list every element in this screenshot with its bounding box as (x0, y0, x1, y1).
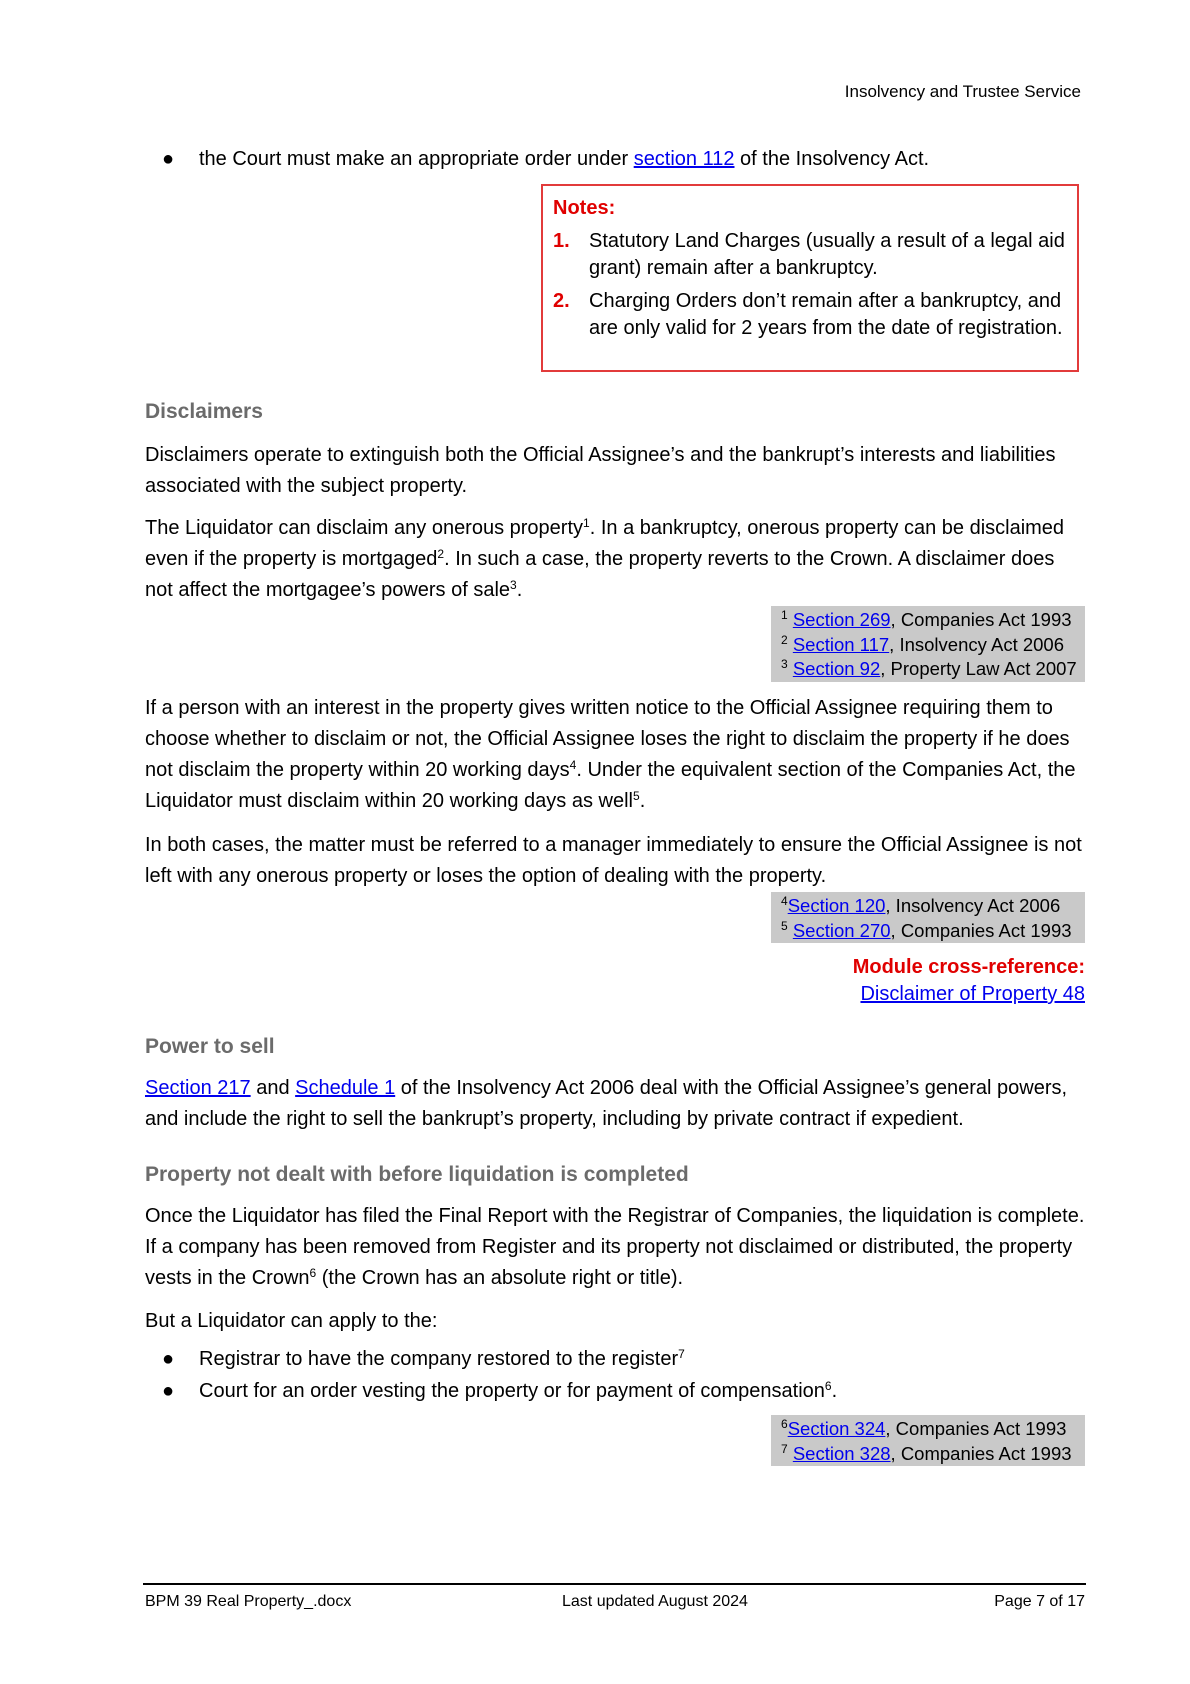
module-cross-reference (853, 954, 1085, 1008)
footnote-link[interactable]: Section 270 (792, 919, 891, 941)
footnote: $^3$ Section 92, Property Law Act 2007 (781, 657, 1077, 679)
footnote: $^7$ Section 328, Companies Act 1993 (781, 1441, 1072, 1464)
note-text: Statutory Land Charges (usually a result of a legal aid grant) remain after a bankruptcy. (589, 230, 1065, 279)
cross-reference-title: Module cross-reference: (852, 956, 1085, 978)
footnote-link[interactable]: Section 120 (787, 895, 886, 916)
note-item (553, 228, 1067, 282)
footnote-link[interactable]: Section 92 (792, 658, 881, 679)
document-page: Insolvency and Trustee Service ● the Court must make an appropriate order under section 112 of the Insolvency Act. Notes: 1. Statutory Land Charges (usually a result of a legal aid grant) remain after a bankruptcy. 2. Charging Orders don’t remain after a bankruptcy, and are only valid for 2 years from the date of registration. Disclaimers Disclaimers operate to extinguish both the Official Assignee’s and the bankrupt’s interests and liabilities associated with the subject property. The Liquidator can disclaim any onerous property$^1$. In a bankruptcy, onerous property can be disclaimed even if the property is mortgaged$^2$. In such a case, the property reverts to the Crown. A disclaimer does not affect the mortgagee’s powers of sale$^3$. $^1$ Section 269, Companies Act 1993 $^2$ Section 117, Insolvency Act 2006 $^3$ Section 92, Property Law Act 2007 If a person with an interest in the property gives written notice to the Official Assignee requiring them to choose whether to disclaim or not, the Official Assignee loses the right to disclaim the property if he does not disclaim the property within 20 working days$^4$. Under the equivalent section of the Companies Act, the Liquidator must disclaim within 20 working days as well$^5$. In both cases, the matter must be referred to a manager immediately to ensure the Official Assignee is not left with any onerous property or loses the option of dealing with the property. $^4$Section 120, Insolvency Act 2006 $^5$ Section 270, Companies Act 1993 Module cross-reference: Disclaimer of Property 48 Power to sell Section 217 and Schedule 1 of the Insolvency Act 2006 deal with the Official Assignee’s general powers, and include the right to sell the bankrupt’s property, including by private contract if expedient. Property not dealt with before liquidation is completed Once the Liquidator has filed the Final Report with the Registrar of Companies, the liquidation is complete. If a company has been removed from Register and its property not disclaimed or distributed, the property vests in the Crown$^6$ (the Crown has an absolute right or title). But a Liquidator can apply to the: ● Registrar to have the company restored to the register$^7$ ● Court for an order vesting the property or for payment of compensation$^6$. $^6$Section 324, Companies Act 1993 $^7$ Section 328, Companies Act 1993 BPM 39 Real Property_.docx Last updated August 2024 Page 7 of 17 (145, 82, 1085, 1610)
footnote-ref: 3 (510, 578, 517, 592)
footnote: $^2$ Section 117, Insolvency Act 2006 (781, 632, 1065, 655)
section-112-link[interactable]: section 112 (633, 148, 735, 170)
note-number: 2. (553, 290, 570, 312)
section-heading-disclaimers: Disclaimers (145, 400, 263, 423)
footnote-box (771, 892, 1085, 943)
paragraph: If a person with an interest in the property gives written notice to the Official Assignee requiring them to choose whether to disclaim or not, the Official Assignee loses the right to disclaim the property if he does not disclaim the property within 20 working days$^4$. Under the equivalent section of the Companies Act, the Liquidator must disclaim within 20 working days as well$^5$. (145, 697, 1076, 812)
notes-title: Notes: (553, 197, 616, 219)
bullet-icon: ● (162, 1348, 175, 1370)
footnote-link[interactable]: Section 269 (792, 609, 891, 630)
notes-box (541, 184, 1079, 372)
bullet-icon: ● (162, 148, 175, 170)
bullet-text: the Court must make an appropriate order under (199, 148, 634, 170)
footer-last-updated: Last updated August 2024 (562, 1593, 748, 1610)
paragraph: Disclaimers operate to extinguish both the Official Assignee’s and the bankrupt’s interests and liabilities associated with the subject property. (145, 444, 1056, 497)
footnote-box (771, 606, 1085, 682)
footer-page-number: Page 7 of 17 (994, 1593, 1085, 1610)
footnote-box (771, 1415, 1085, 1466)
section-217-link[interactable]: Section 217 (145, 1077, 251, 1099)
footer-filename: BPM 39 Real Property_.docx (145, 1593, 352, 1610)
schedule-1-link[interactable]: Schedule 1 (295, 1077, 396, 1099)
footnote-ref: 6 (309, 1266, 317, 1280)
paragraph: Section 217 and Schedule 1 of the Insolvency Act 2006 deal with the Official Assignee’s general powers, and include the right to sell the bankrupt’s property, including by private contract if expedient. (145, 1077, 1068, 1130)
footnote-ref: 7 (678, 1347, 685, 1361)
footnote: $^5$ Section 270, Companies Act 1993 (781, 918, 1072, 941)
footnote-ref: 1 (583, 516, 590, 530)
note-number: 1. (553, 230, 570, 252)
footnote-ref: 2 (437, 547, 445, 561)
note-item (553, 288, 1067, 342)
bullet-icon: ● (162, 1380, 175, 1402)
bullet-text: of the Insolvency Act. (734, 148, 930, 170)
footnote-link[interactable]: Section 117 (792, 633, 890, 655)
paragraph: The Liquidator can disclaim any onerous property$^1$. In a bankruptcy, onerous property can be disclaimed even if the property is mortgaged$^2$. In such a case, the property reverts to the Crown. A disclaimer does not affect the mortgagee’s powers of sale$^3$. (145, 516, 1065, 601)
footnote: $^4$Section 120, Insolvency Act 2006 (781, 894, 1061, 916)
footnote: $^6$Section 324, Companies Act 1993 (781, 1417, 1067, 1439)
footnote-link[interactable]: Section 328 (792, 1442, 891, 1464)
paragraph: In both cases, the matter must be referred to a manager immediately to ensure the Official Assignee is not left with any onerous property or loses the option of dealing with the property. (145, 834, 1082, 887)
header-org-name: Insolvency and Trustee Service (844, 82, 1081, 101)
section-heading-property-not-dealt-with: Property not dealt with before liquidation is completed (145, 1163, 689, 1186)
footnote-ref: 4 (569, 758, 577, 772)
paragraph: But a Liquidator can apply to the: (145, 1310, 438, 1332)
note-text: Charging Orders don’t remain after a bankruptcy, and are only valid for 2 years from the date of registration. (589, 290, 1063, 339)
cross-reference-link[interactable]: Disclaimer of Property 48 (860, 983, 1085, 1005)
footnote-ref: 6 (824, 1379, 832, 1393)
section-heading-power-to-sell: Power to sell (145, 1035, 275, 1058)
footnote: $^1$ Section 269, Companies Act 1993 (781, 608, 1072, 630)
footer-divider (143, 1583, 1086, 1585)
footnote-link[interactable]: Section 324 (787, 1418, 886, 1439)
paragraph: Once the Liquidator has filed the Final Report with the Registrar of Companies, the liquidation is complete. If a company has been removed from Register and its property not disclaimed or distributed, the property vests in the Crown$^6$ (the Crown has an absolute right or title). (145, 1205, 1085, 1289)
footnote-ref: 5 (633, 789, 640, 803)
